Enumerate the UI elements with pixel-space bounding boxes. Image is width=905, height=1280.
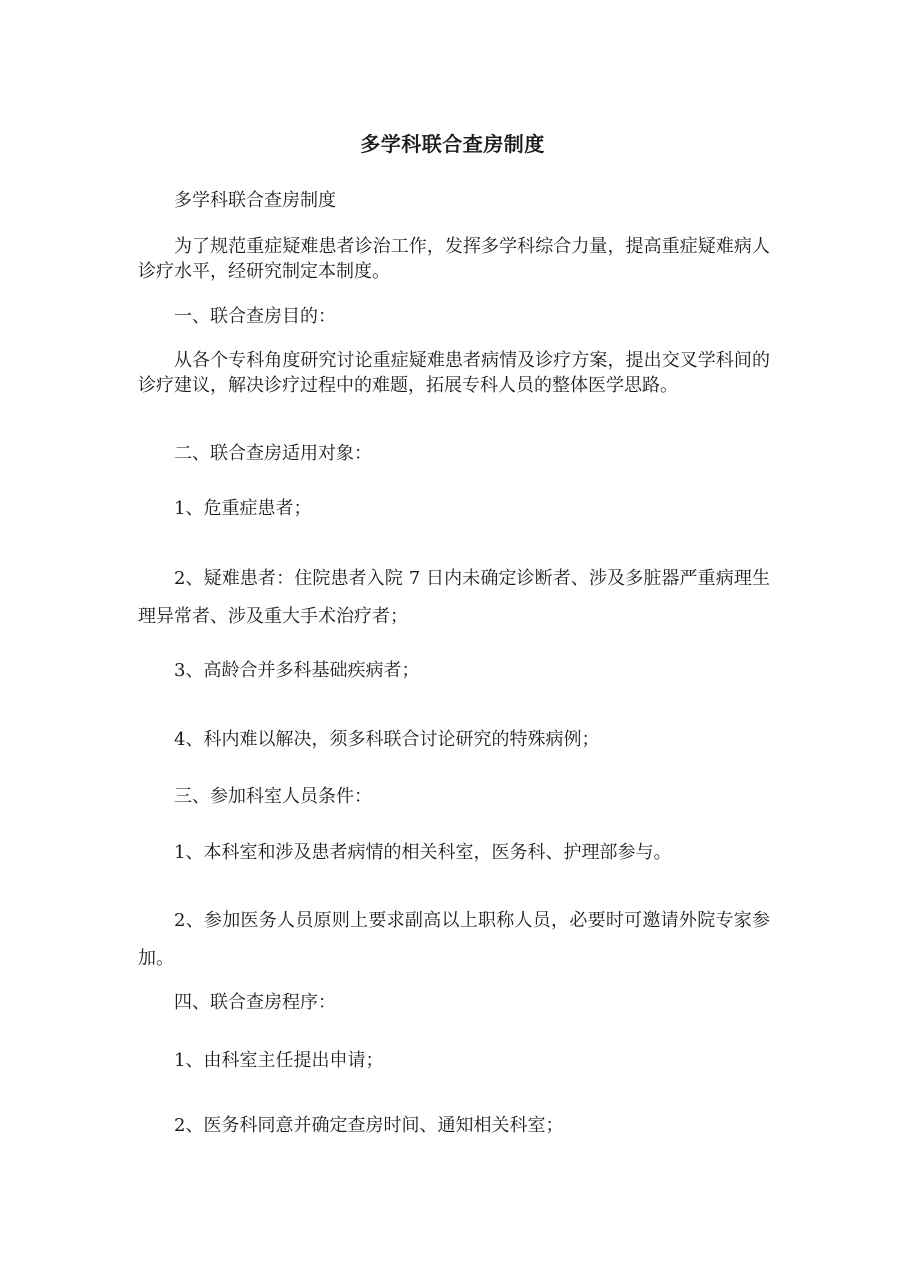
paragraph-intro: 为了规范重症疑难患者诊治工作，发挥多学科综合力量，提高重症疑难病人诊疗水平，经研究制定本制度。 — [138, 236, 770, 282]
list-item-participants-2: 2、参加医务人员原则上要求副高以上职称人员，必要时可邀请外院专家参加。 — [138, 910, 770, 969]
section-heading-participants: 三、参加科室人员条件： — [174, 786, 372, 807]
section-heading-procedure: 四、联合查房程序： — [174, 992, 336, 1013]
list-item-participants-1: 1、本科室和涉及患者病情的相关科室，医务科、护理部参与。 — [174, 842, 672, 863]
list-item-scope-3: 3、高龄合并多科基础疾病者； — [174, 660, 420, 681]
list-item-procedure-1: 1、由科室主任提出申请； — [174, 1050, 384, 1071]
list-item-scope-4: 4、科内难以解决，须多科联合讨论研究的特殊病例； — [174, 729, 600, 750]
section-heading-scope: 二、联合查房适用对象： — [174, 443, 372, 464]
list-item-scope-1: 1、危重症患者； — [174, 498, 312, 519]
paragraph-purpose: 从各个专科角度研究讨论重症疑难患者病情及诊疗方案，提出交叉学科间的诊疗建议，解决诊疗过程中的难题，拓展专科人员的整体医学思路。 — [138, 350, 770, 396]
list-item-scope-2: 2、疑难患者：住院患者入院 7 日内未确定诊断者、涉及多脏器严重病理生理异常者、涉及重大手术治疗者； — [138, 568, 770, 627]
list-item-procedure-2: 2、医务科同意并确定查房时间、通知相关科室； — [174, 1115, 564, 1136]
paragraph-subtitle: 多学科联合查房制度 — [174, 190, 336, 211]
section-heading-purpose: 一、联合查房目的： — [174, 306, 336, 327]
document-title: 多学科联合查房制度 — [360, 132, 545, 156]
